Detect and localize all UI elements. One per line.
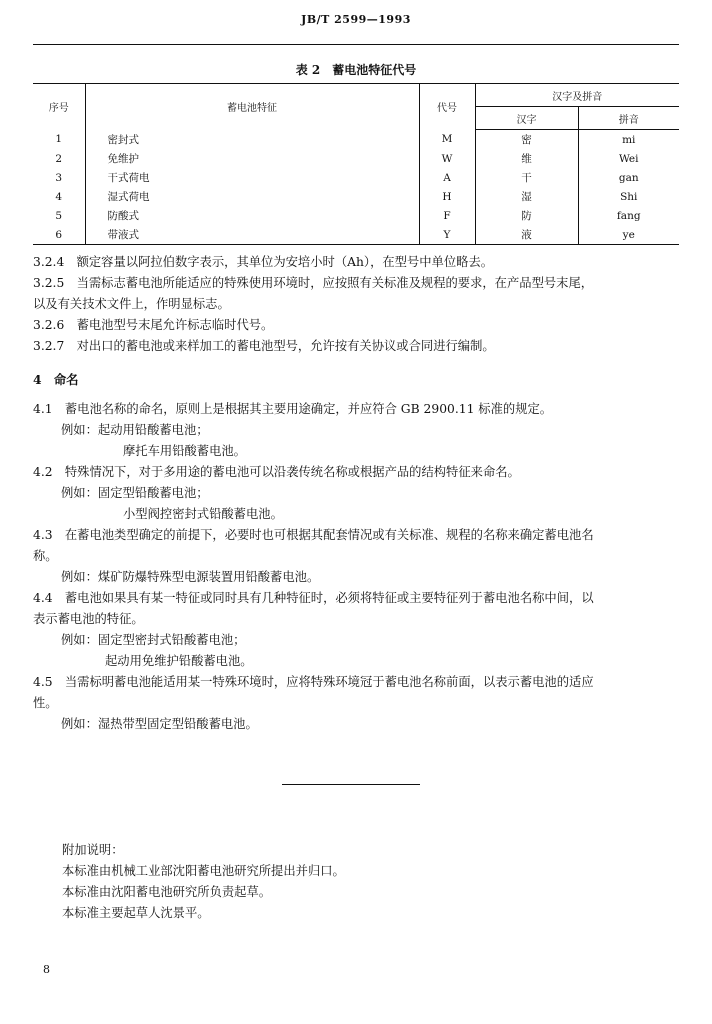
cell-code: H [419,187,475,206]
clause-4-2-example-2: 小型阀控密封式铅酸蓄电池。 [123,507,283,521]
additional-notes-line-2: 本标准由沈阳蓄电池研究所负责起草。 [62,885,272,899]
cell-code: Y [419,225,475,245]
header-rule [33,44,679,45]
col-header-hanzi: 汉字 [475,107,578,130]
section-4-heading: 4 命名 [33,372,79,387]
section-4-heading-block [33,369,673,390]
cell-feature: 带液式 [85,225,419,245]
cell-seq: 3 [55,171,63,184]
cell-feature: 防酸式 [85,206,419,225]
cell-hanzi: 液 [475,225,578,245]
table-title: 表 2 蓄电池特征代号 [295,63,417,77]
cell-pinyin: Shi [578,187,679,206]
col-header-hanzi-pinyin: 汉字及拼音 [475,84,679,107]
clause-4-5-example-1: 例如：湿热带型固定型铅酸蓄电池。 [61,717,258,731]
cell-feature: 干式荷电 [85,168,419,187]
page-number: 8 [43,963,50,976]
clause-4-1-example-2: 摩托车用铅酸蓄电池。 [123,444,246,458]
cell-pinyin: ye [578,225,679,245]
section-4-body [33,399,673,735]
cell-hanzi: 密 [475,130,578,150]
clause-4-5-line1: 4.5 当需标明蓄电池能适用某一特殊环境时，应将特殊环境冠于蓄电池名称前面，以表示蓄电池的适应 [33,675,594,689]
clause-4-1: 4.1 蓄电池名称的命名，原则上是根据其主要用途确定，并应符合 GB 2900.11 标准的规定。 [33,402,553,416]
clause-4-4-example-1: 例如：固定型密封式铅酸蓄电池； [61,633,246,647]
cell-feature: 免维护 [85,149,419,168]
battery-feature-code-table [33,83,679,245]
clause-3-2-block [33,252,673,357]
col-header-seq: 序号 [48,103,69,115]
cell-hanzi: 湿 [475,187,578,206]
clause-3-2-7: 3.2.7 对出口的蓄电池或来样加工的蓄电池型号，允许按有关协议或合同进行编制。 [33,339,495,353]
cell-hanzi: 维 [475,149,578,168]
col-header-code: 代号 [419,84,475,130]
clause-4-3-line1: 4.3 在蓄电池类型确定的前提下，必要时也可根据其配套情况或有关标准、规程的名称来确定蓄电池名 [33,528,594,542]
cell-hanzi: 防 [475,206,578,225]
clause-3-2-5-line1: 3.2.5 当需标志蓄电池所能适应的特殊使用环境时，应按照有关标准及规程的要求，在产品型号末尾， [33,276,594,290]
clause-4-3-line2: 称。 [33,549,58,563]
cell-seq: 2 [55,152,63,165]
table-row [33,130,679,150]
clause-3-2-6: 3.2.6 蓄电池型号末尾允许标志临时代号。 [33,318,274,332]
table-row [33,225,679,245]
table-row [33,149,679,168]
clause-4-5-line2: 性。 [33,696,58,710]
col-header-feature: 蓄电池特征 [85,84,419,130]
cell-code: W [419,149,475,168]
cell-pinyin: gan [578,168,679,187]
additional-notes [62,840,345,924]
cell-seq: 1 [55,133,63,146]
cell-code: A [419,168,475,187]
cell-code: F [419,206,475,225]
cell-code: M [419,130,475,150]
col-header-pinyin: 拼音 [578,107,679,130]
cell-seq: 6 [33,225,85,245]
clause-4-4-line2: 表示蓄电池的特征。 [33,612,144,626]
clause-4-1-example-1: 例如：起动用铅酸蓄电池； [61,423,209,437]
clause-4-4-example-2: 起动用免维护铅酸蓄电池。 [105,654,253,668]
cell-hanzi: 干 [475,168,578,187]
end-of-text-rule [282,784,420,785]
cell-pinyin: Wei [578,149,679,168]
table-row [33,206,679,225]
standard-code-header: JB/T 2599—1993 [301,13,411,26]
cell-seq: 5 [55,209,63,222]
clause-4-2: 4.2 特殊情况下，对于多用途的蓄电池可以沿袭传统名称或根据产品的结构特征来命名。 [33,465,520,479]
clause-4-3-example-1: 例如：煤矿防爆特殊型电源装置用铅酸蓄电池。 [61,570,320,584]
table-row [33,187,679,206]
additional-notes-line-3: 本标准主要起草人沈景平。 [62,906,210,920]
clause-3-2-4: 3.2.4 额定容量以阿拉伯数字表示，其单位为安培小时（Ah），在型号中单位略去。 [33,255,494,269]
cell-pinyin: mi [578,130,679,150]
cell-pinyin: fang [578,206,679,225]
additional-notes-line-1: 本标准由机械工业部沈阳蓄电池研究所提出并归口。 [62,864,345,878]
clause-4-4-line1: 4.4 蓄电池如果具有某一特征或同时具有几种特征时，必须将特征或主要特征列于蓄电池名称中间，以 [33,591,594,605]
additional-notes-title: 附加说明： [62,843,124,857]
cell-seq: 4 [55,190,63,203]
clause-4-2-example-1: 例如：固定型铅酸蓄电池； [61,486,209,500]
clause-3-2-5-line2: 以及有关技术文件上，作明显标志。 [33,297,230,311]
table-row [33,168,679,187]
cell-feature: 湿式荷电 [85,187,419,206]
cell-feature: 密封式 [85,130,419,150]
